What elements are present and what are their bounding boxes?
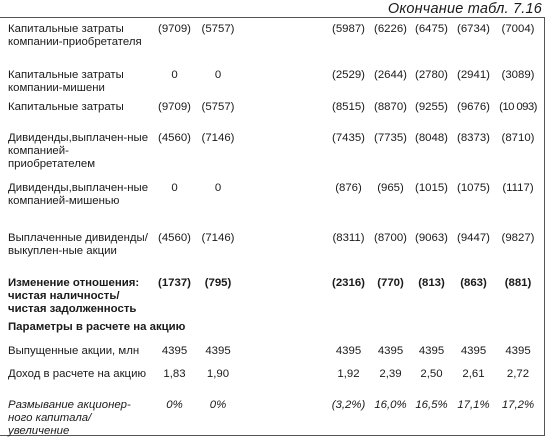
row-label: Размывание акционер-ного капитала/ увеличение [8,399,131,437]
value-cell: (3089) [501,69,535,81]
value-cell: (795) [204,277,232,289]
row-label: Доход в расчете на акцию [8,368,146,380]
value-cell: (2941) [457,69,490,81]
value-cell: 17,2% [501,399,535,411]
value-cell: 0% [209,399,227,411]
value-cell: (7435) [332,132,365,144]
value-cell: (1075) [457,182,490,194]
value-cell: (9063) [415,232,448,244]
value-cell: (863) [460,277,487,289]
value-cell: 2,72 [506,368,530,380]
value-cell: (6734) [457,23,490,35]
value-cell: (1737) [158,277,191,289]
value-cell: (5987) [332,23,365,35]
value-cell: 16,0% [374,399,407,411]
value-cell: 4395 [377,345,404,357]
value-cell: 4395 [460,345,487,357]
row-label: Капитальные затраты [8,101,124,113]
value-cell: (9447) [457,232,490,244]
value-cell: (4560) [158,132,191,144]
value-cell: (1015) [415,182,448,194]
value-cell: (770) [377,277,404,289]
row-label: Дивиденды,выплачен-ные компанией-приобретателем [8,132,149,170]
value-cell: 1,92 [337,368,360,380]
value-cell: 0 [214,182,222,194]
value-cell: (8710) [501,132,535,144]
value-cell: (7735) [374,132,407,144]
value-cell: (2644) [374,69,407,81]
value-cell: 16,5% [415,399,448,411]
value-cell: 4395 [505,345,531,357]
value-cell: 2,61 [462,368,485,380]
value-cell: 4395 [161,345,188,357]
value-cell: 0 [171,182,178,194]
value-cell: (3,2%) [331,399,366,411]
value-cell: 0 [214,69,222,81]
value-cell: (6475) [415,23,448,35]
row-label: Дивиденды,выплачен-ные компанией-мишенью [8,182,149,207]
value-cell: 0% [166,399,183,411]
value-cell: 1,90 [206,368,230,380]
value-cell: (5757) [201,23,235,35]
row-label: Изменение отношения: чистая наличность/ чистая задолженность [8,277,140,315]
value-cell: (1117) [502,182,534,194]
value-cell: (8311) [332,232,365,244]
value-cell: (9709) [158,23,191,35]
value-cell: (8700) [374,232,407,244]
value-cell: (965) [377,182,404,194]
value-cell: (9709) [158,101,191,113]
value-cell: 2,50 [420,368,443,380]
value-cell: 0 [171,69,178,81]
value-cell: 4395 [205,345,231,357]
row-label: Капитальные затраты компании-приобретателя [8,23,142,48]
value-cell: (2316) [332,277,365,289]
value-cell: (2780) [415,69,448,81]
value-cell: 1,83 [163,368,186,380]
value-cell: (881) [504,277,532,289]
value-cell: (9676) [457,101,490,113]
table-caption: Окончание табл. 7.16 [387,1,542,17]
value-cell: 17,1% [457,399,490,411]
value-cell: (6226) [374,23,407,35]
value-cell: 4395 [418,345,445,357]
value-cell: (7146) [201,132,235,144]
value-cell: (7004) [501,23,535,35]
value-cell: (5757) [201,101,235,113]
value-cell: (8048) [415,132,448,144]
value-cell: (8515) [332,101,365,113]
row-label: Выплаченные дивиденды/ выкуплен-ные акции [8,232,148,257]
value-cell: 4395 [335,345,362,357]
value-cell: (876) [335,182,362,194]
value-cell: (8870) [374,101,407,113]
section-header-label: Параметры в расчете на акцию [8,321,186,333]
value-cell: (9255) [415,101,448,113]
financial-table [0,17,545,436]
value-cell: (7146) [201,232,235,244]
value-cell: (10 093) [499,101,537,113]
row-label: Выпущенные акции, млн [8,345,140,357]
value-cell: (4560) [158,232,191,244]
value-cell: (2529) [332,69,365,81]
value-cell: (9827) [501,232,535,244]
value-cell: (8373) [457,132,490,144]
row-label: Капитальные затраты компании-мишени [8,69,124,94]
value-cell: (813) [418,277,445,289]
value-cell: 2,39 [379,368,402,380]
